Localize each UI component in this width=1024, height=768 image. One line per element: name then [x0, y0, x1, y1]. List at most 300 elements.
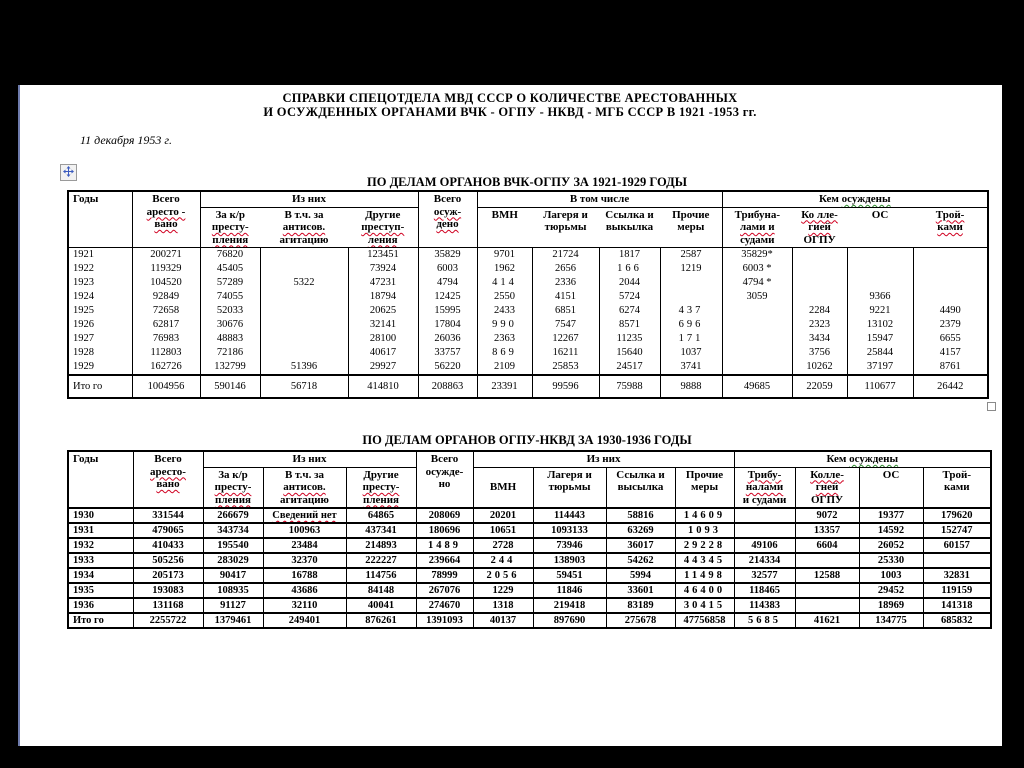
total-row	[68, 613, 991, 628]
value-cell: 41621	[795, 613, 859, 628]
value-cell: 12425	[418, 290, 477, 304]
value-cell: 118465	[734, 583, 795, 598]
group-of-them: Из них	[200, 191, 418, 207]
value-cell: 33757	[418, 346, 477, 360]
value-cell: 56220	[418, 360, 477, 375]
year-row	[68, 276, 988, 290]
value-cell	[847, 276, 913, 290]
value-cell: 47231	[348, 276, 418, 290]
value-cell: 2284	[792, 304, 847, 318]
value-cell: 11235	[599, 332, 660, 346]
value-cell: 26052	[859, 538, 923, 553]
value-cell: 1093133	[533, 523, 606, 538]
value-cell: 4151	[532, 290, 599, 304]
value-cell: 123451	[348, 248, 418, 263]
value-cell: 26442	[913, 375, 988, 398]
value-cell	[722, 360, 792, 375]
value-cell: 6604	[795, 538, 859, 553]
value-cell	[660, 276, 722, 290]
value-cell: 29452	[859, 583, 923, 598]
value-cell: 6003	[418, 262, 477, 276]
value-cell	[847, 262, 913, 276]
col-ogpu-collegium: Ко лле- гией ОГПУ	[792, 207, 847, 248]
col-other-measures: Прочие меры	[660, 207, 722, 248]
value-cell: 200271	[132, 248, 200, 263]
value-cell: 52033	[200, 304, 260, 318]
year-row	[68, 523, 991, 538]
value-cell: 76820	[200, 248, 260, 263]
value-cell: 74055	[200, 290, 260, 304]
value-cell: 6003 *	[722, 262, 792, 276]
col-vmn: ВМН	[477, 207, 532, 248]
value-cell	[923, 553, 991, 568]
value-cell: 90417	[203, 568, 263, 583]
value-cell: 410433	[133, 538, 203, 553]
value-cell	[260, 318, 348, 332]
value-cell: 33601	[606, 583, 675, 598]
table-vchk-ogpu-1921-1929	[67, 190, 989, 399]
value-cell: 119329	[132, 262, 200, 276]
value-cell: 59451	[533, 568, 606, 583]
value-cell: 897690	[533, 613, 606, 628]
year-row	[68, 332, 988, 346]
value-cell: 6655	[913, 332, 988, 346]
value-cell: 25844	[847, 346, 913, 360]
value-cell: 239664	[416, 553, 473, 568]
value-cell	[847, 248, 913, 263]
col-total-convicted: Всего осужде- но	[416, 451, 473, 508]
group-including: В том числе	[477, 191, 722, 207]
col-kr-crimes: За к/р престу- пления	[200, 207, 260, 248]
value-cell: 17804	[418, 318, 477, 332]
value-cell: 6851	[532, 304, 599, 318]
year-row	[68, 248, 988, 263]
value-cell: 29228	[675, 538, 734, 553]
value-cell: 162726	[132, 360, 200, 375]
value-cell: 25330	[859, 553, 923, 568]
value-cell: 48883	[200, 332, 260, 346]
value-cell	[792, 276, 847, 290]
value-cell	[260, 262, 348, 276]
value-cell: 244	[473, 553, 533, 568]
col-kr-crimes: За к/р престу- пления	[203, 467, 263, 508]
value-cell: 11846	[533, 583, 606, 598]
col-total-arrested: Всего аресто - вано	[132, 191, 200, 248]
value-cell: 24517	[599, 360, 660, 375]
table1-header-row-sub	[68, 207, 988, 248]
value-cell: 205173	[133, 568, 203, 583]
table-resize-handle[interactable]	[987, 402, 996, 411]
row-label-cell: 1928	[68, 346, 132, 360]
table1-caption: ПО ДЕЛАМ ОРГАНОВ ВЧК-ОГПУ ЗА 1921-1929 ГОДЫ	[367, 175, 687, 189]
value-cell	[260, 304, 348, 318]
value-cell: 15640	[599, 346, 660, 360]
value-cell: 2363	[477, 332, 532, 346]
value-cell: 479065	[133, 523, 203, 538]
value-cell: 9701	[477, 248, 532, 263]
col-camps-prisons: Лагеря и тюрьмы	[532, 207, 599, 248]
row-label-cell: 1936	[68, 598, 133, 613]
value-cell: 73946	[533, 538, 606, 553]
value-cell: 5724	[599, 290, 660, 304]
value-cell: 222227	[346, 553, 416, 568]
value-cell: 40041	[346, 598, 416, 613]
value-cell: 1004956	[132, 375, 200, 398]
value-cell: 1037	[660, 346, 722, 360]
value-cell	[722, 346, 792, 360]
value-cell: 2336	[532, 276, 599, 290]
col-other-measures: Прочие меры	[675, 467, 734, 508]
col-antisoviet-agitation: В т.ч. за антисов. агитацию	[260, 207, 348, 248]
year-row	[68, 360, 988, 375]
col-troikas: Трой- ками	[923, 467, 991, 508]
value-cell: 2379	[913, 318, 988, 332]
col-years: Годы	[68, 451, 133, 508]
value-cell: 1229	[473, 583, 533, 598]
value-cell: 9888	[660, 375, 722, 398]
value-cell: 83189	[606, 598, 675, 613]
value-cell: 685832	[923, 613, 991, 628]
value-cell: 11498	[675, 568, 734, 583]
document-title	[50, 91, 970, 119]
value-cell: 5322	[260, 276, 348, 290]
value-cell: 40617	[348, 346, 418, 360]
value-cell: 57289	[200, 276, 260, 290]
col-camps-prisons: Лагеря и тюрьмы	[533, 467, 606, 508]
value-cell: 1003	[859, 568, 923, 583]
value-cell	[260, 332, 348, 346]
value-cell: 4794	[418, 276, 477, 290]
table1-body	[68, 248, 988, 399]
value-cell: 2433	[477, 304, 532, 318]
value-cell: 2587	[660, 248, 722, 263]
value-cell: 72658	[132, 304, 200, 318]
value-cell: 138903	[533, 553, 606, 568]
value-cell: 114756	[346, 568, 416, 583]
row-label-cell: 1935	[68, 583, 133, 598]
value-cell: 2728	[473, 538, 533, 553]
value-cell: 1391093	[416, 613, 473, 628]
value-cell: 9072	[795, 508, 859, 523]
value-cell: 19377	[859, 508, 923, 523]
value-cell: 2656	[532, 262, 599, 276]
value-cell: 104520	[132, 276, 200, 290]
value-cell: 75988	[599, 375, 660, 398]
value-cell: 266679	[203, 508, 263, 523]
value-cell	[795, 553, 859, 568]
value-cell: 20625	[348, 304, 418, 318]
value-cell: 92849	[132, 290, 200, 304]
value-cell: 437	[660, 304, 722, 318]
value-cell: 696	[660, 318, 722, 332]
year-row	[68, 290, 988, 304]
row-label-cell: 1925	[68, 304, 132, 318]
row-label-cell: 1930	[68, 508, 133, 523]
group-of-them: Из них	[203, 451, 416, 467]
value-cell: 6274	[599, 304, 660, 318]
year-row	[68, 508, 991, 523]
value-cell: 13102	[847, 318, 913, 332]
value-cell	[913, 276, 988, 290]
value-cell: 141318	[923, 598, 991, 613]
value-cell: 166	[599, 262, 660, 276]
row-label-cell: 1923	[68, 276, 132, 290]
value-cell	[722, 332, 792, 346]
value-cell: 51396	[260, 360, 348, 375]
year-row	[68, 538, 991, 553]
value-cell	[913, 248, 988, 263]
value-cell: 40137	[473, 613, 533, 628]
value-cell: 43686	[263, 583, 346, 598]
row-label-cell: 1924	[68, 290, 132, 304]
value-cell: 28100	[348, 332, 418, 346]
value-cell: 1962	[477, 262, 532, 276]
value-cell: 171	[660, 332, 722, 346]
value-cell: 63269	[606, 523, 675, 538]
value-cell: 108935	[203, 583, 263, 598]
value-cell: 179620	[923, 508, 991, 523]
value-cell	[260, 346, 348, 360]
year-row	[68, 304, 988, 318]
value-cell: 869	[477, 346, 532, 360]
value-cell: 10262	[792, 360, 847, 375]
document-title-line2: И ОСУЖДЕННЫХ ОРГАНАМИ ВЧК - ОГПУ - НКВД - МГБ СССР В 1921 -1953 гг.	[263, 105, 757, 119]
value-cell: 208069	[416, 508, 473, 523]
value-cell: 274670	[416, 598, 473, 613]
value-cell: 2255722	[133, 613, 203, 628]
table-ogpu-nkvd-1930-1936	[67, 450, 992, 629]
table2-header-row-sub	[68, 467, 991, 508]
value-cell: 10651	[473, 523, 533, 538]
year-row	[68, 583, 991, 598]
group-of-them-2: Из них	[473, 451, 734, 467]
year-row	[68, 568, 991, 583]
value-cell	[792, 248, 847, 263]
value-cell: 414	[477, 276, 532, 290]
value-cell: 131168	[133, 598, 203, 613]
value-cell: 214334	[734, 553, 795, 568]
value-cell: 4157	[913, 346, 988, 360]
value-cell: 25853	[532, 360, 599, 375]
document-page	[18, 85, 1002, 746]
value-cell: 37197	[847, 360, 913, 375]
row-label-cell: Ито го	[68, 375, 132, 398]
value-cell: 49685	[722, 375, 792, 398]
value-cell: 3059	[722, 290, 792, 304]
value-cell	[792, 290, 847, 304]
table2-body	[68, 508, 991, 628]
value-cell: 3756	[792, 346, 847, 360]
value-cell: 2109	[477, 360, 532, 375]
value-cell: 2056	[473, 568, 533, 583]
value-cell: 14592	[859, 523, 923, 538]
value-cell: 44345	[675, 553, 734, 568]
value-cell	[660, 290, 722, 304]
value-cell: 46400	[675, 583, 734, 598]
value-cell: 5994	[606, 568, 675, 583]
value-cell	[792, 262, 847, 276]
value-cell: 4490	[913, 304, 988, 318]
value-cell: 3434	[792, 332, 847, 346]
value-cell	[260, 290, 348, 304]
value-cell: 30676	[200, 318, 260, 332]
value-cell	[795, 598, 859, 613]
value-cell: 219418	[533, 598, 606, 613]
table2-caption: ПО ДЕЛАМ ОРГАНОВ ОГПУ-НКВД ЗА 1930-1936 ГОДЫ	[362, 433, 692, 447]
value-cell: 64865	[346, 508, 416, 523]
value-cell: 275678	[606, 613, 675, 628]
value-cell: 1489	[416, 538, 473, 553]
value-cell: 20201	[473, 508, 533, 523]
value-cell: 8571	[599, 318, 660, 332]
value-cell: 7547	[532, 318, 599, 332]
value-cell: 13357	[795, 523, 859, 538]
value-cell: 1379461	[203, 613, 263, 628]
value-cell: 26036	[418, 332, 477, 346]
value-cell: 36017	[606, 538, 675, 553]
value-cell	[913, 290, 988, 304]
col-exile: Ссылка и выкылка	[599, 207, 660, 248]
col-tribunals-courts: Трибуна- лами и судами	[722, 207, 792, 248]
value-cell: 2323	[792, 318, 847, 332]
value-cell: 505256	[133, 553, 203, 568]
value-cell: 45405	[200, 262, 260, 276]
value-cell: 47756858	[675, 613, 734, 628]
value-cell: 15947	[847, 332, 913, 346]
table1-header-row-groups	[68, 191, 988, 207]
value-cell: 18969	[859, 598, 923, 613]
value-cell: 76983	[132, 332, 200, 346]
value-cell: 267076	[416, 583, 473, 598]
value-cell: 32831	[923, 568, 991, 583]
value-cell: 119159	[923, 583, 991, 598]
value-cell: 62817	[132, 318, 200, 332]
col-os: ОС	[847, 207, 913, 248]
value-cell: 15995	[418, 304, 477, 318]
value-cell: 21724	[532, 248, 599, 263]
table2-header-row-groups	[68, 451, 991, 467]
value-cell: 132799	[200, 360, 260, 375]
value-cell: 343734	[203, 523, 263, 538]
row-label-cell: 1934	[68, 568, 133, 583]
col-exile: Ссылка и высылка	[606, 467, 675, 508]
col-os: ОС	[859, 467, 923, 508]
value-cell: 16788	[263, 568, 346, 583]
value-cell: 12588	[795, 568, 859, 583]
year-row	[68, 346, 988, 360]
value-cell: 283029	[203, 553, 263, 568]
value-cell: 876261	[346, 613, 416, 628]
value-cell: 32577	[734, 568, 795, 583]
value-cell: 134775	[859, 613, 923, 628]
value-cell: 214893	[346, 538, 416, 553]
document-title-line1: СПРАВКИ СПЕЦОТДЕЛА МВД СССР О КОЛИЧЕСТВЕ АРЕСТОВАННЫХ	[282, 91, 738, 105]
value-cell: 99596	[532, 375, 599, 398]
value-cell: 414810	[348, 375, 418, 398]
value-cell	[734, 523, 795, 538]
value-cell: 3741	[660, 360, 722, 375]
value-cell: 331544	[133, 508, 203, 523]
value-cell: 60157	[923, 538, 991, 553]
value-cell: 91127	[203, 598, 263, 613]
col-ogpu-collegium: Колле- гней ОГПУ	[795, 467, 859, 508]
value-cell: 73924	[348, 262, 418, 276]
value-cell	[722, 304, 792, 318]
col-total-arrested: Всего аресто- вано	[133, 451, 203, 508]
value-cell: 208863	[418, 375, 477, 398]
year-row	[68, 318, 988, 332]
year-row	[68, 262, 988, 276]
value-cell: 23484	[263, 538, 346, 553]
col-other-crimes: Другие преступ- ления	[348, 207, 418, 248]
value-cell: 2550	[477, 290, 532, 304]
value-cell: 18794	[348, 290, 418, 304]
value-cell: 23391	[477, 375, 532, 398]
value-cell: 29927	[348, 360, 418, 375]
value-cell: 54262	[606, 553, 675, 568]
value-cell	[913, 262, 988, 276]
value-cell: 2044	[599, 276, 660, 290]
value-cell: 32370	[263, 553, 346, 568]
value-cell: 8761	[913, 360, 988, 375]
value-cell: 4794 *	[722, 276, 792, 290]
value-cell: 152747	[923, 523, 991, 538]
group-convicted-by: Кем осуждены	[722, 191, 988, 207]
col-tribunals-courts: Трибу- налами и судами	[734, 467, 795, 508]
value-cell: 100963	[263, 523, 346, 538]
row-label-cell: 1921	[68, 248, 132, 263]
row-label-cell: 1922	[68, 262, 132, 276]
value-cell: 1318	[473, 598, 533, 613]
value-cell: 114443	[533, 508, 606, 523]
year-row	[68, 553, 991, 568]
value-cell	[734, 508, 795, 523]
col-vmn: ВМН	[473, 467, 533, 508]
value-cell: 193083	[133, 583, 203, 598]
value-cell: 35829	[418, 248, 477, 263]
total-row	[68, 375, 988, 398]
value-cell: 35829*	[722, 248, 792, 263]
value-cell: 16211	[532, 346, 599, 360]
value-cell	[722, 318, 792, 332]
row-label-cell: 1926	[68, 318, 132, 332]
value-cell: 72186	[200, 346, 260, 360]
value-cell: 1093	[675, 523, 734, 538]
value-cell: 58816	[606, 508, 675, 523]
value-cell: 5685	[734, 613, 795, 628]
value-cell: 49106	[734, 538, 795, 553]
value-cell: 112803	[132, 346, 200, 360]
value-cell	[795, 583, 859, 598]
row-label-cell: Ито го	[68, 613, 133, 628]
value-cell: 78999	[416, 568, 473, 583]
value-cell: 195540	[203, 538, 263, 553]
document-date: 11 декабря 1953 г.	[80, 133, 172, 147]
value-cell: 30415	[675, 598, 734, 613]
value-cell: 590146	[200, 375, 260, 398]
value-cell: 84148	[346, 583, 416, 598]
row-label-cell: 1933	[68, 553, 133, 568]
row-label-cell: 1927	[68, 332, 132, 346]
col-troikas: Трой- ками	[913, 207, 988, 248]
value-cell: 14609	[675, 508, 734, 523]
col-other-crimes: Другие престу- пления	[346, 467, 416, 508]
row-label-cell: 1932	[68, 538, 133, 553]
row-label-cell: 1931	[68, 523, 133, 538]
value-cell: 12267	[532, 332, 599, 346]
value-cell	[260, 248, 348, 263]
value-cell: 990	[477, 318, 532, 332]
